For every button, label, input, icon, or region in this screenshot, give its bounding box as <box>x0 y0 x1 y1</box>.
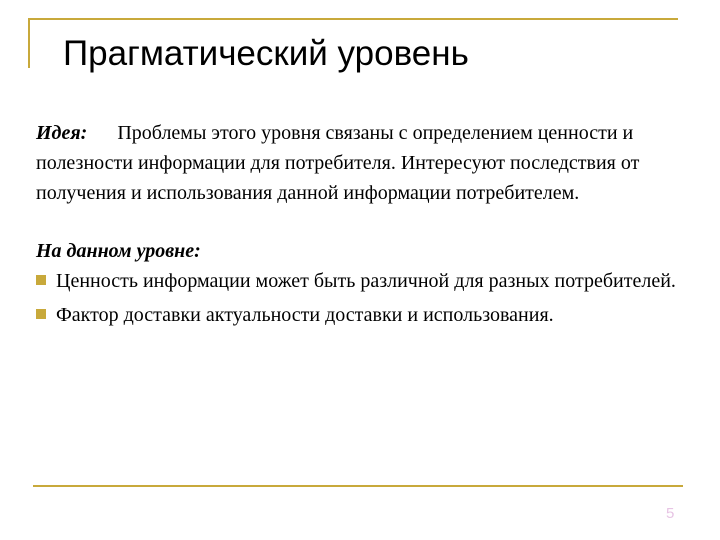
slide-body <box>36 118 676 330</box>
paragraph-spacer <box>36 208 676 236</box>
page-number: 5 <box>666 505 675 522</box>
subheading: На данном уровне: <box>36 240 201 262</box>
bullet-item <box>36 300 676 330</box>
idea-text: Проблемы этого уровня связаны с определением ценности и полезности информации для потребителя. Интересуют последствия от получения и использования данной информации потребителем. <box>36 122 640 204</box>
square-bullet-icon <box>36 275 46 285</box>
bullet-text: Фактор доставки актуальности доставки и использования. <box>56 304 554 326</box>
top-rule <box>28 18 678 20</box>
square-bullet-icon <box>36 309 46 319</box>
bullet-text: Ценность информации может быть различной для разных потребителей. <box>56 270 676 292</box>
bullet-item <box>36 266 676 296</box>
idea-label: Идея: <box>36 122 88 144</box>
idea-paragraph <box>36 118 676 208</box>
left-rule <box>28 18 30 68</box>
slide-title: Прагматический уровень <box>63 34 469 73</box>
bottom-rule <box>33 485 683 487</box>
